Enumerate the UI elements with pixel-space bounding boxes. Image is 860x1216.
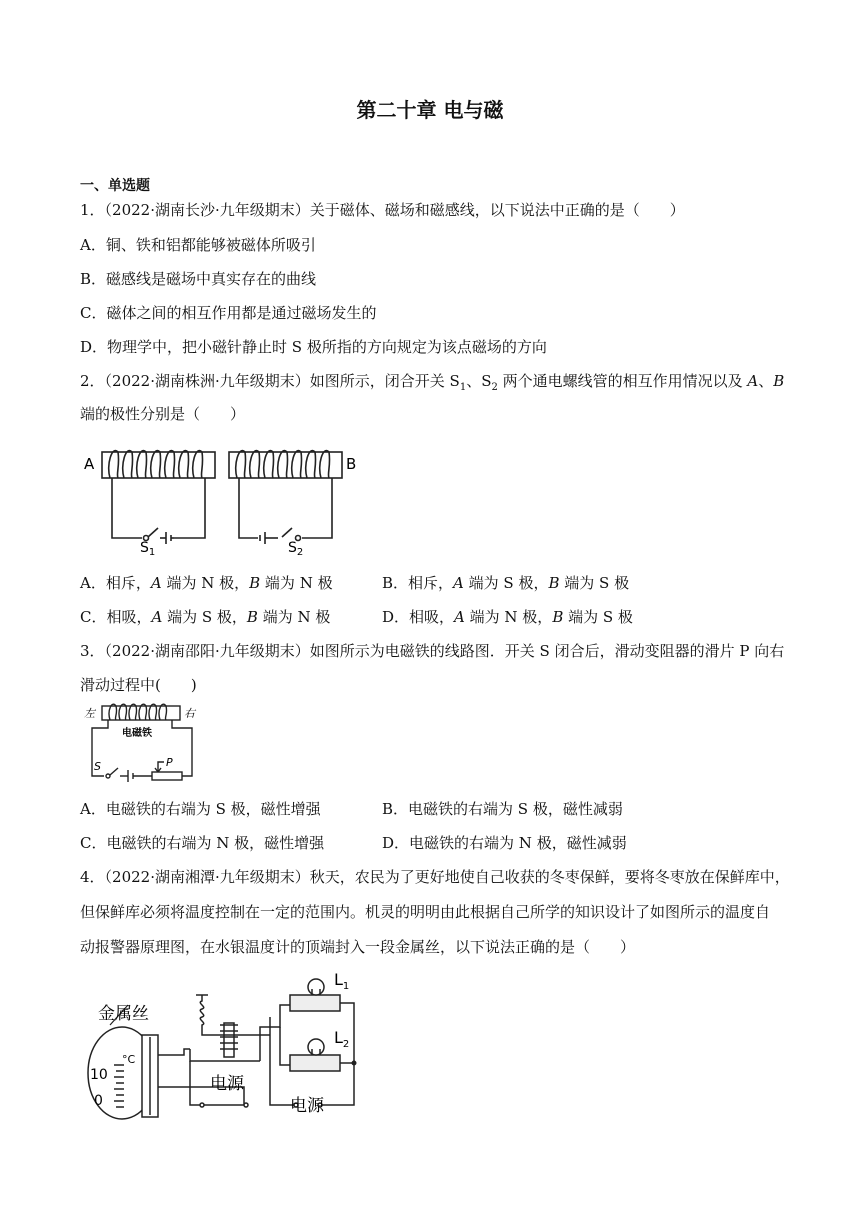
- question-2-option-d: D．相吸，A 端为 N 极，B 端为 S 极: [382, 608, 633, 626]
- label-left: 左: [84, 707, 95, 720]
- label-right: 右: [184, 707, 195, 720]
- question-1-option-c: C．磁体之间的相互作用都是通过磁场发生的: [80, 304, 377, 322]
- question-3-stem-line2: 滑动过程中( ): [80, 676, 197, 694]
- question-1-option-b: B．磁感线是磁场中真实存在的曲线: [80, 270, 317, 288]
- question-3-option-c: C．电磁铁的右端为 N 极，磁性增强: [80, 834, 325, 852]
- label-core: 电磁铁: [122, 728, 152, 739]
- label-metal-wire: 金属丝: [98, 1004, 149, 1024]
- label-power-1: 电源: [210, 1074, 244, 1094]
- question-2-option-b: B．相斥，A 端为 S 极，B 端为 S 极: [382, 574, 630, 592]
- question-3-option-d: D．电磁铁的右端为 N 极，磁性减弱: [382, 834, 627, 852]
- label-l2: $L_2$: [334, 1028, 350, 1050]
- section-heading: 一、单选题: [80, 178, 150, 194]
- question-2-option-a: A．相斥，A 端为 N 极，B 端为 N 极: [80, 574, 333, 592]
- label-s: S: [94, 760, 101, 773]
- question-1-option-a: A．铜、铁和铝都能够被磁体所吸引: [80, 236, 316, 254]
- question-4-stem-line1: 4．（2022·湖南湘潭·九年级期末）秋天，农民为了更好地使自己收获的冬枣保鲜，要将冬枣放在保鲜库中，: [80, 868, 790, 886]
- question-1-stem: 1．（2022·湖南长沙·九年级期末）关于磁体、磁场和磁感线，以下说法中正确的是（ ）: [80, 201, 685, 219]
- question-2-stem-line2: 端的极性分别是（ ）: [80, 405, 246, 423]
- figure-temperature-alarm: [84, 965, 374, 1125]
- question-3-option-b: B．电磁铁的右端为 S 极，磁性减弱: [382, 800, 623, 818]
- label-tick-0: 0: [94, 1093, 103, 1109]
- figure-electromagnet: [82, 700, 212, 782]
- question-3-option-a: A．电磁铁的右端为 S 极，磁性增强: [80, 800, 321, 818]
- label-s2: $S_2$: [288, 540, 304, 558]
- label-celsius: °C: [122, 1053, 136, 1066]
- question-4-stem-line2: 但保鲜库必须将温度控制在一定的范围内。机灵的明明由此根据自己所学的知识设计了如图所示的温度自: [80, 903, 771, 921]
- label-p: P: [166, 756, 173, 769]
- question-2-stem-line1: 2．（2022·湖南株洲·九年级期末）如图所示，闭合开关 $S_1$、$S_2$ 两个通电螺线管的相互作用情况以及 A、B: [80, 372, 785, 393]
- question-1-option-d: D．物理学中，把小磁针静止时 S 极所指的方向规定为该点磁场的方向: [80, 338, 547, 356]
- question-4-stem-line3: 动报警器原理图，在水银温度计的顶端封入一段金属丝，以下说法正确的是（ ）: [80, 938, 636, 956]
- label-tick-10: 10: [90, 1067, 108, 1083]
- label-power-2: 电源: [290, 1096, 324, 1116]
- label-s1: $S_1$: [140, 540, 156, 558]
- label-l1: $L_1$: [334, 970, 350, 992]
- question-3-stem-line1: 3．（2022·湖南邵阳·九年级期末）如图所示为电磁铁的线路图．开关 S 闭合后，滑动变阻器的滑片 P 向右: [80, 642, 785, 660]
- label-b: B: [346, 455, 357, 473]
- figure-solenoids: [82, 440, 362, 558]
- page-title: 第二十章 电与磁: [356, 98, 504, 122]
- question-2-option-c: C．相吸，A 端为 S 极，B 端为 N 极: [80, 608, 331, 626]
- label-a: A: [84, 455, 95, 473]
